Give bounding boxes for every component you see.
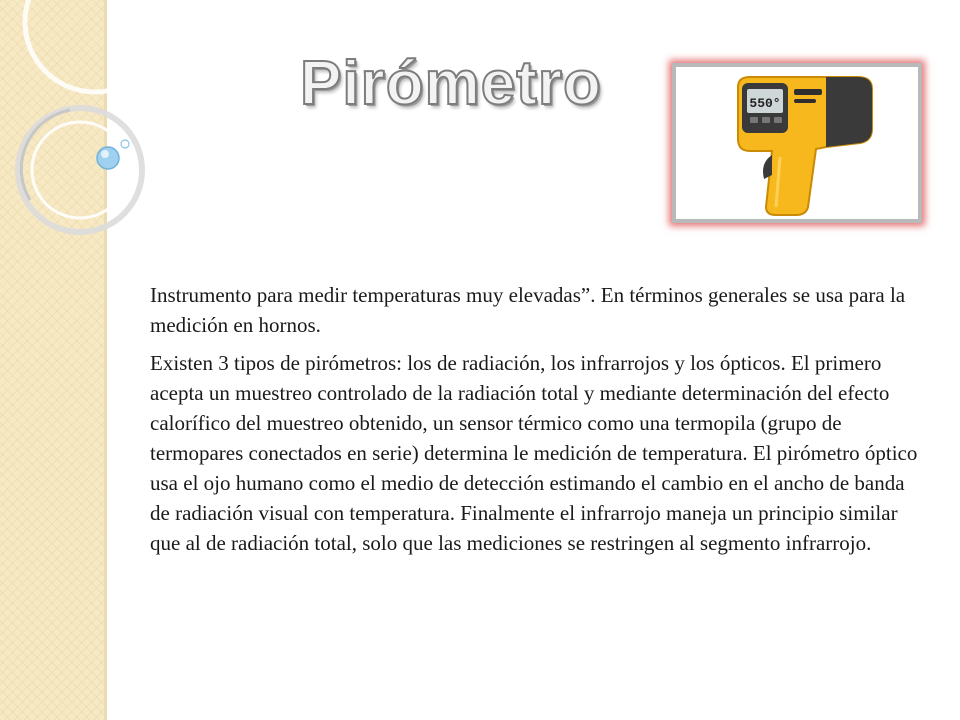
infrared-thermometer-icon — [676, 67, 918, 219]
slide-title: Pirómetro — [300, 49, 602, 118]
slide-body — [150, 280, 920, 566]
decorative-circles-icon — [0, 0, 160, 260]
pyrometer-photo — [672, 63, 922, 223]
body-paragraph-types: Existen 3 tipos de pirómetros: los de radiación, los infrarrojos y los ópticos. El primero acepta un muestreo controlado de la radiación total y mediante determinación del efecto calorífico del muestreo obtenido, un sensor térmico como una termopila (grupo de termopares conectados en serie) determina le medición de temperatura. El pirómetro óptico usa el ojo humano como el medio de detección estimando el cambio en el ancho de banda de radiación visual con temperatura. Finalmente el infrarrojo maneja un principio similar que al de radiación total, solo que las mediciones se restringen al segmento infrarrojo. — [150, 351, 918, 555]
device-display-reading: 550° — [749, 96, 781, 111]
body-paragraph-definition: Instrumento para medir temperaturas muy elevadas”. En términos generales se usa para la medición en hornos. — [150, 283, 906, 337]
